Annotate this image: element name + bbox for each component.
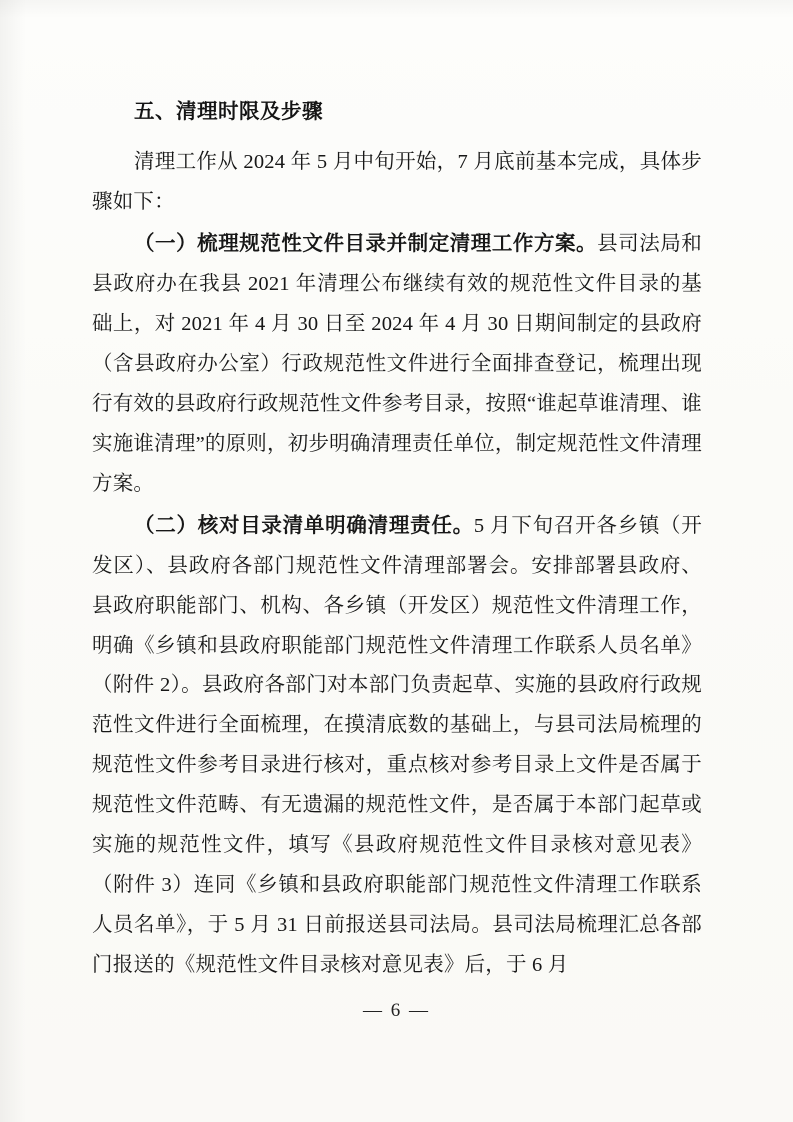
page-number: — 6 — <box>363 1000 430 1021</box>
paragraph-step-one <box>92 225 702 505</box>
paragraph-step-one-lead: （一）梳理规范性文件目录并制定清理工作方案。 <box>134 232 598 255</box>
paragraph-step-one-text: 县司法局和县政府办在我县 2021 年清理公布继续有效的规范性文件目录的基础上，对 2021 年 4 月 30 日至 2024 年 4 月 30 日期间制定的县政府（含县政府办公室）行政规范性文件进行全面排查登记，梳理出现行有效的县政府行政规范性文件参考目录，按照“谁起草谁清理、谁实施谁清理”的原则，初步明确清理责任单位，制定规范性文件清理方案。 <box>92 232 702 495</box>
paragraph-step-two-lead: （二）核对目录清单明确清理责任。 <box>134 514 474 537</box>
document-body <box>92 95 702 988</box>
page-top-shadow <box>0 0 793 18</box>
paragraph-intro <box>92 143 702 223</box>
paragraph-intro-text: 清理工作从 2024 年 5 月中旬开始，7 月底前基本完成，具体步骤如下： <box>92 150 702 213</box>
section-heading: 五、清理时限及步骤 <box>134 101 323 123</box>
paragraph-step-two-text: 5 月下旬召开各乡镇（开发区）、县政府各部门规范性文件清理部署会。安排部署县政府、县政府职能部门、机构、各乡镇（开发区）规范性文件清理工作，明确《乡镇和县政府职能部门规范性文件清理工作联系人员名单》（附件 2）。县政府各部门对本部门负责起草、实施的县政府行政规范性文件进行全面梳理，在摸清底数的基础上，与县司法局梳理的规范性文件参考目录进行核对，重点核对参考目录上文件是否属于规范性文件范畴、有无遗漏的规范性文件，是否属于本部门起草或实施的规范性文件，填写《县政府规范性文件目录核对意见表》（附件 3）连同《乡镇和县政府职能部门规范性文件清理工作联系人员名单》，于 5 月 31 日前报送县司法局。县司法局梳理汇总各部门报送的《规范性文件目录核对意见表》后，于 6 月 <box>92 514 702 977</box>
page-edge-shadow <box>0 0 26 1122</box>
paragraph-step-two <box>92 507 702 987</box>
